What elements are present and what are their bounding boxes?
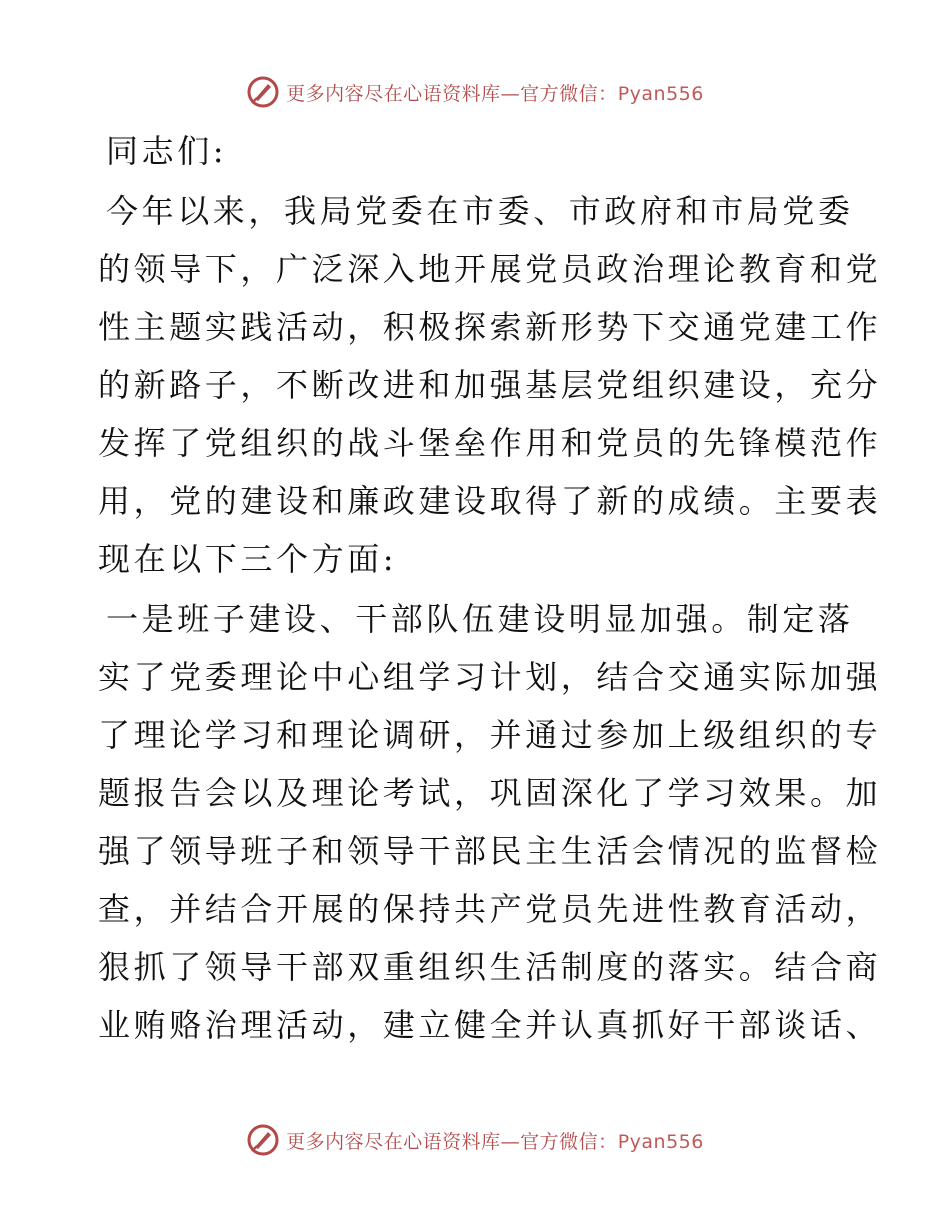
- banner-brand: 更多内容尽在心语资料库: [286, 1130, 501, 1153]
- paragraph-line: 业贿赂治理活动，建立健全并认真抓好干部谈话、: [98, 1006, 882, 1044]
- paragraph-1: [98, 182, 882, 588]
- banner-handle: Pyan556: [617, 1130, 704, 1153]
- paragraph-line: 今年以来，我局党委在市委、市政府和市局党委: [106, 192, 854, 230]
- paragraph-line: 现在以下三个方面:: [98, 540, 398, 578]
- banner-brand: 更多内容尽在心语资料库: [286, 82, 501, 105]
- paragraph-line: 一是班子建设、干部队伍建设明显加强。制定落: [106, 600, 854, 638]
- document-body: [98, 122, 882, 1054]
- paragraph-line: 题报告会以及理论考试，巩固深化了学习效果。加: [98, 774, 882, 812]
- paragraph-2: [98, 590, 882, 1054]
- paragraph-line: 发挥了党组织的战斗堡垒作用和党员的先锋模范作: [98, 424, 882, 462]
- banner-separator: —: [500, 82, 521, 105]
- paragraph-line: 强了领导班子和领导干部民主生活会情况的监督检: [98, 832, 882, 870]
- banner-label: 官方微信：: [520, 1130, 618, 1153]
- quill-logo-icon: [246, 75, 280, 109]
- header-watermark-banner: [0, 72, 950, 112]
- banner-text: [286, 79, 704, 106]
- paragraph-line: 了理论学习和理论调研，并通过参加上级组织的专: [98, 716, 882, 754]
- footer-watermark-banner: [0, 1120, 950, 1160]
- salutation: 同志们:: [106, 132, 228, 170]
- paragraph-line: 用，党的建设和廉政建设取得了新的成绩。主要表: [98, 482, 882, 520]
- banner-handle: Pyan556: [617, 82, 704, 105]
- banner-text: [286, 1127, 704, 1154]
- banner-separator: —: [500, 1130, 521, 1153]
- paragraph-line: 实了党委理论中心组学习计划，结合交通实际加强: [98, 658, 882, 696]
- quill-logo-icon: [246, 1123, 280, 1157]
- paragraph-line: 的领导下，广泛深入地开展党员政治理论教育和党: [98, 250, 882, 288]
- paragraph-line: 狠抓了领导干部双重组织生活制度的落实。结合商: [98, 948, 882, 986]
- paragraph-line: 性主题实践活动，积极探索新形势下交通党建工作: [98, 308, 882, 346]
- paragraph-line: 查，并结合开展的保持共产党员先进性教育活动，: [98, 890, 882, 928]
- paragraph-line: 的新路子，不断改进和加强基层党组织建设，充分: [98, 366, 882, 404]
- banner-label: 官方微信：: [520, 82, 618, 105]
